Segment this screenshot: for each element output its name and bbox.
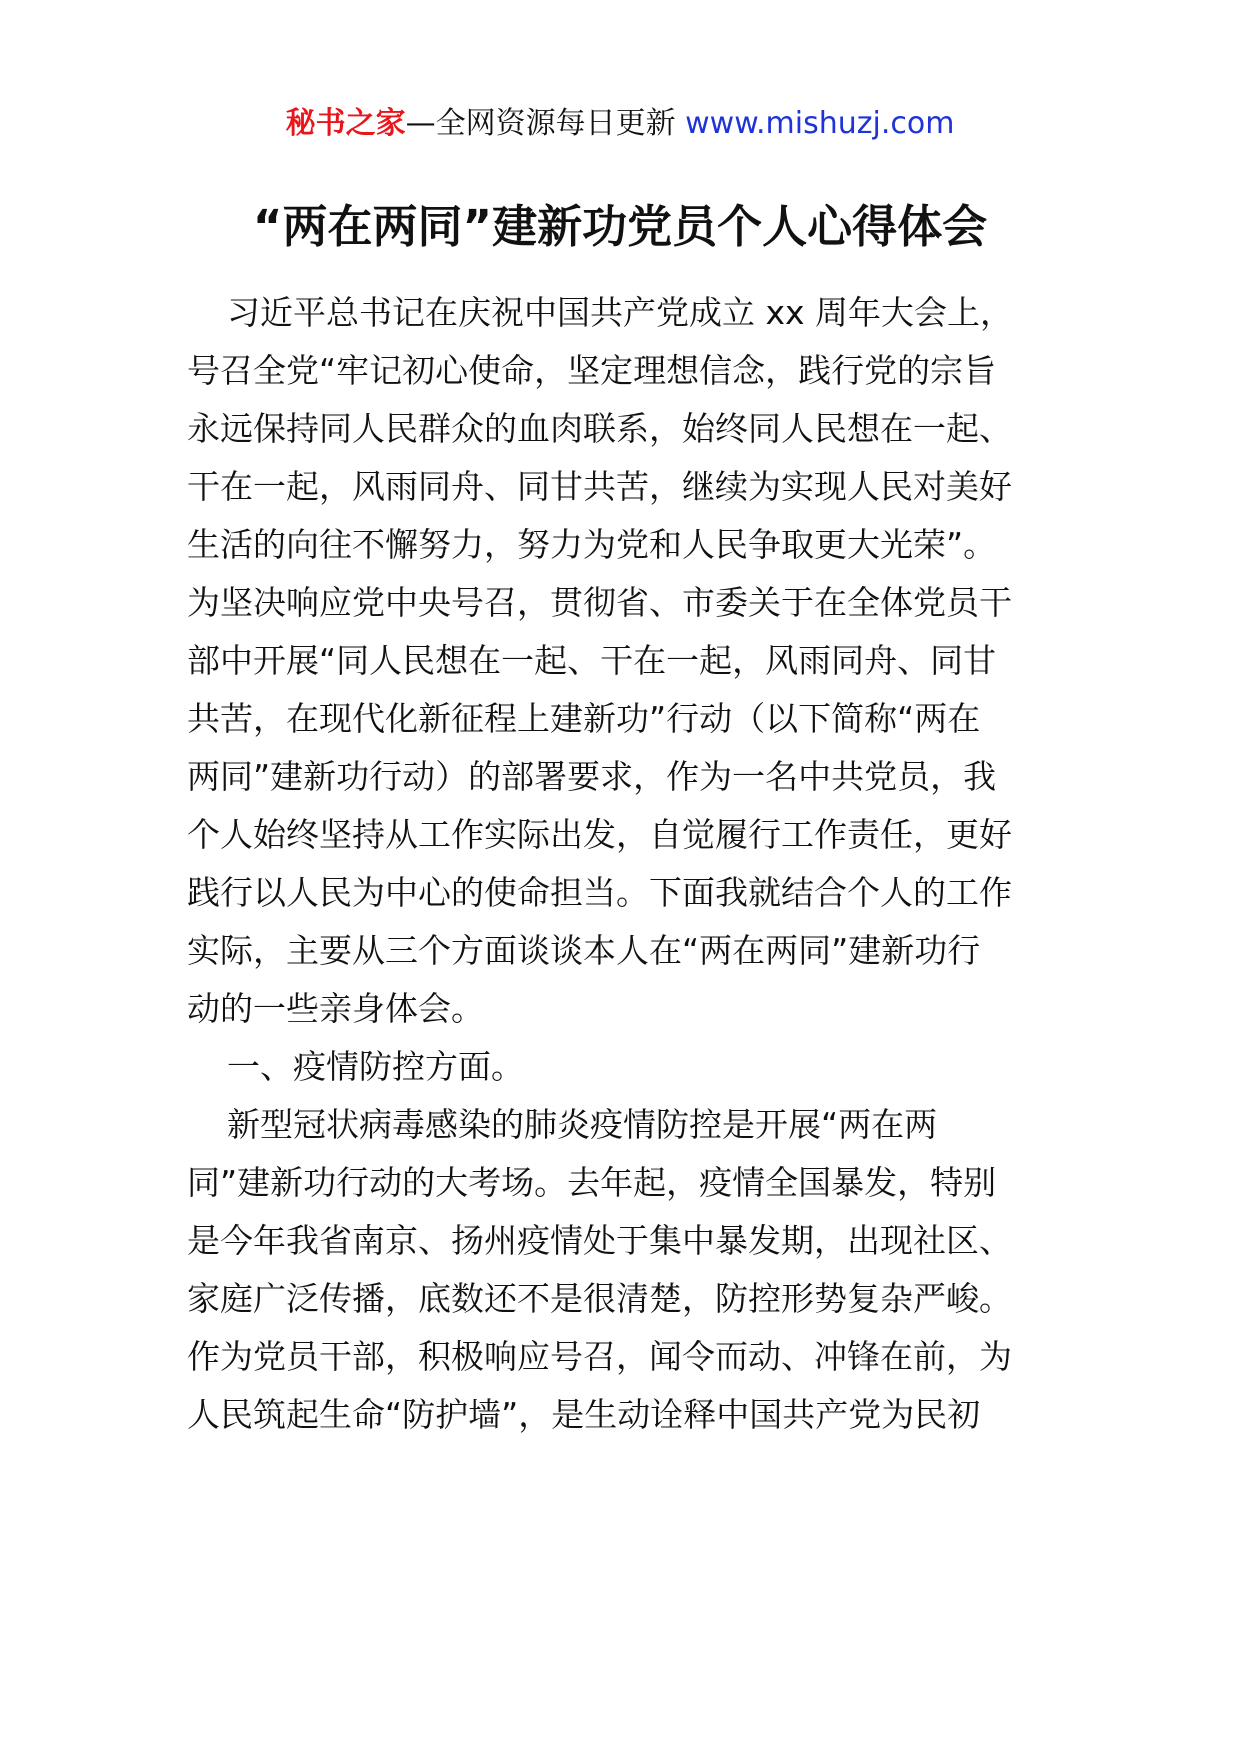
- brand-name: 秘书之家: [285, 106, 406, 141]
- header-tagline: —全网资源每日更新: [405, 106, 676, 141]
- body-line: 个人始终坚持从工作实际出发，自觉履行工作责任，更好: [187, 815, 1012, 854]
- site-header: [0, 102, 1240, 146]
- body-line: 人民筑起生命“防护墙”，是生动诠释中国共产党为民初: [187, 1395, 981, 1434]
- body-line: 永远保持同人民群众的血肉联系，始终同人民想在一起、: [187, 409, 1012, 448]
- body-line: 作为党员干部，积极响应号召，闻令而动、冲锋在前，为: [187, 1337, 1012, 1376]
- body-line: 为坚决响应党中央号召，贯彻省、市委关于在全体党员干: [187, 583, 1012, 622]
- body-line: 新型冠状病毒感染的肺炎疫情防控是开展“两在两: [227, 1105, 938, 1144]
- site-url-link[interactable]: www.mishuzj.com: [685, 106, 955, 141]
- body-line: 生活的向往不懈努力，努力为党和人民争取更大光荣”。: [187, 525, 997, 564]
- document-title: “两在两同”建新功党员个人心得体会: [252, 200, 988, 253]
- body-line: 家庭广泛传播，底数还不是很清楚，防控形势复杂严峻。: [187, 1279, 1012, 1318]
- body-line: 号召全党“牢记初心使命，坚定理想信念，践行党的宗旨: [187, 351, 997, 390]
- body-line: 动的一些亲身体会。: [187, 989, 484, 1028]
- section-heading: 一、疫情防控方面。: [227, 1047, 524, 1086]
- body-line: 共苦，在现代化新征程上建新功”行动（以下简称“两在: [187, 699, 981, 738]
- body-line: 两同”建新功行动）的部署要求，作为一名中共党员，我: [187, 757, 997, 796]
- body-line: 是今年我省南京、扬州疫情处于集中暴发期，出现社区、: [187, 1221, 1012, 1260]
- body-line: 践行以人民为中心的使命担当。下面我就结合个人的工作: [187, 873, 1012, 912]
- body-line: 习近平总书记在庆祝中国共产党成立 xx 周年大会上，: [227, 293, 1014, 332]
- body-line: 部中开展“同人民想在一起、干在一起，风雨同舟、同甘: [187, 641, 997, 680]
- body-line: 实际，主要从三个方面谈谈本人在“两在两同”建新功行: [187, 931, 981, 970]
- body-line: 干在一起，风雨同舟、同甘共苦，继续为实现人民对美好: [187, 467, 1012, 506]
- body-line: 同”建新功行动的大考场。去年起，疫情全国暴发，特别: [187, 1163, 997, 1202]
